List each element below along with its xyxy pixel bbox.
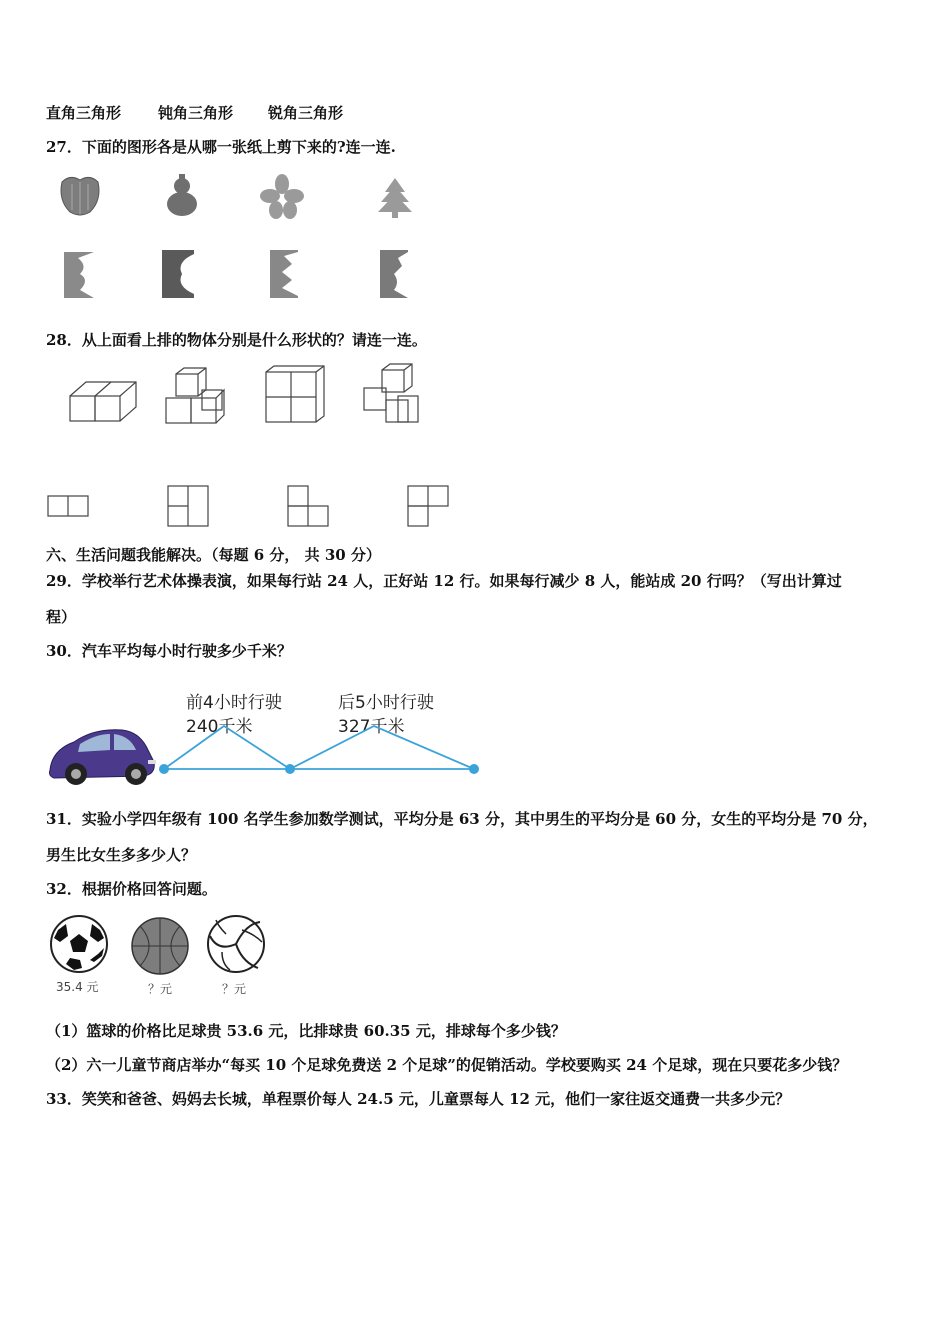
q27-figures bbox=[50, 170, 450, 305]
folded-paper-2 bbox=[162, 250, 194, 298]
flower-shape bbox=[260, 174, 304, 219]
tree-shape bbox=[378, 178, 412, 218]
question-27: 27．下面的图形各是从哪一张纸上剪下来的?连一连. bbox=[46, 138, 396, 156]
question-31-line-2: 男生比女生多多少人？ bbox=[46, 846, 197, 864]
volleyball-price: ？元 bbox=[222, 982, 247, 996]
cube-figure-2 bbox=[166, 368, 224, 423]
label-right-triangle: 直角三角形 bbox=[46, 104, 122, 122]
cube-figure-4 bbox=[364, 364, 418, 422]
volleyball-icon bbox=[208, 916, 264, 972]
question-32-sub-1: （1）篮球的价格比足球贵 53.6 元，比排球贵 60.35 元，排球每个多少钱？ bbox=[46, 1022, 566, 1040]
top-view-4 bbox=[408, 486, 448, 526]
route-point-end bbox=[469, 764, 479, 774]
q30-route-diagram bbox=[44, 720, 494, 790]
q28-figures bbox=[44, 360, 464, 530]
question-32: 32．根据价格回答问题。 bbox=[46, 880, 217, 898]
soccer-ball-icon bbox=[51, 916, 107, 972]
question-32-sub-2: （2）六一儿童节商店举办“每买 10 个足球免费送 2 个足球”的促销活动。学校要购买 24 个足球，现在只要花多少钱？ bbox=[46, 1056, 848, 1074]
route-point-mid bbox=[285, 764, 295, 774]
gourd-shape bbox=[167, 174, 197, 216]
question-29-line-2: 程） bbox=[46, 608, 77, 626]
cube-figure-3 bbox=[266, 366, 324, 422]
top-view-1 bbox=[48, 496, 88, 516]
car-icon bbox=[50, 730, 157, 785]
basketball-price: ？元 bbox=[148, 982, 173, 996]
seg1-label: 前4小时行驶 bbox=[186, 693, 282, 713]
apple-shape bbox=[61, 177, 99, 215]
seg2-value: 327千米 bbox=[338, 717, 405, 737]
section-6-heading: 六、生活问题我能解决。（每题 6 分， 共 30 分） bbox=[46, 546, 381, 564]
label-obtuse-triangle: 钝角三角形 bbox=[158, 104, 234, 122]
question-31-line-1: 31．实验小学四年级有 100 名学生参加数学测试，平均分是 63 分，其中男生的平均分是 60 分，女生的平均分是 70 分， bbox=[46, 810, 878, 828]
route-point-start bbox=[159, 764, 169, 774]
seg1-value: 240千米 bbox=[186, 717, 253, 737]
basketball-icon bbox=[132, 918, 188, 974]
soccer-ball-price: 35.4 元 bbox=[56, 980, 99, 994]
question-30: 30．汽车平均每小时行驶多少千米？ bbox=[46, 642, 292, 660]
route-lines bbox=[164, 726, 474, 769]
top-view-2 bbox=[168, 486, 208, 526]
top-view-3 bbox=[288, 486, 328, 526]
folded-paper-3 bbox=[270, 250, 298, 298]
cube-figure-1 bbox=[70, 382, 136, 421]
question-28: 28．从上面看上排的物体分别是什么形状的？请连一连。 bbox=[46, 331, 427, 349]
folded-paper-4 bbox=[380, 250, 408, 298]
q32-balls bbox=[46, 912, 276, 976]
label-acute-triangle: 锐角三角形 bbox=[268, 104, 344, 122]
folded-paper-1 bbox=[64, 252, 94, 298]
question-29-line-1: 29．学校举行艺术体操表演，如果每行站 24 人，正好站 12 行。如果每行减少 8 人，能站成 20 行吗？（写出计算过 bbox=[46, 572, 842, 590]
seg2-label: 后5小时行驶 bbox=[338, 693, 434, 713]
question-33: 33．笑笑和爸爸、妈妈去长城，单程票价每人 24.5 元，儿童票每人 12 元，他们一家往返交通费一共多少元？ bbox=[46, 1090, 791, 1108]
